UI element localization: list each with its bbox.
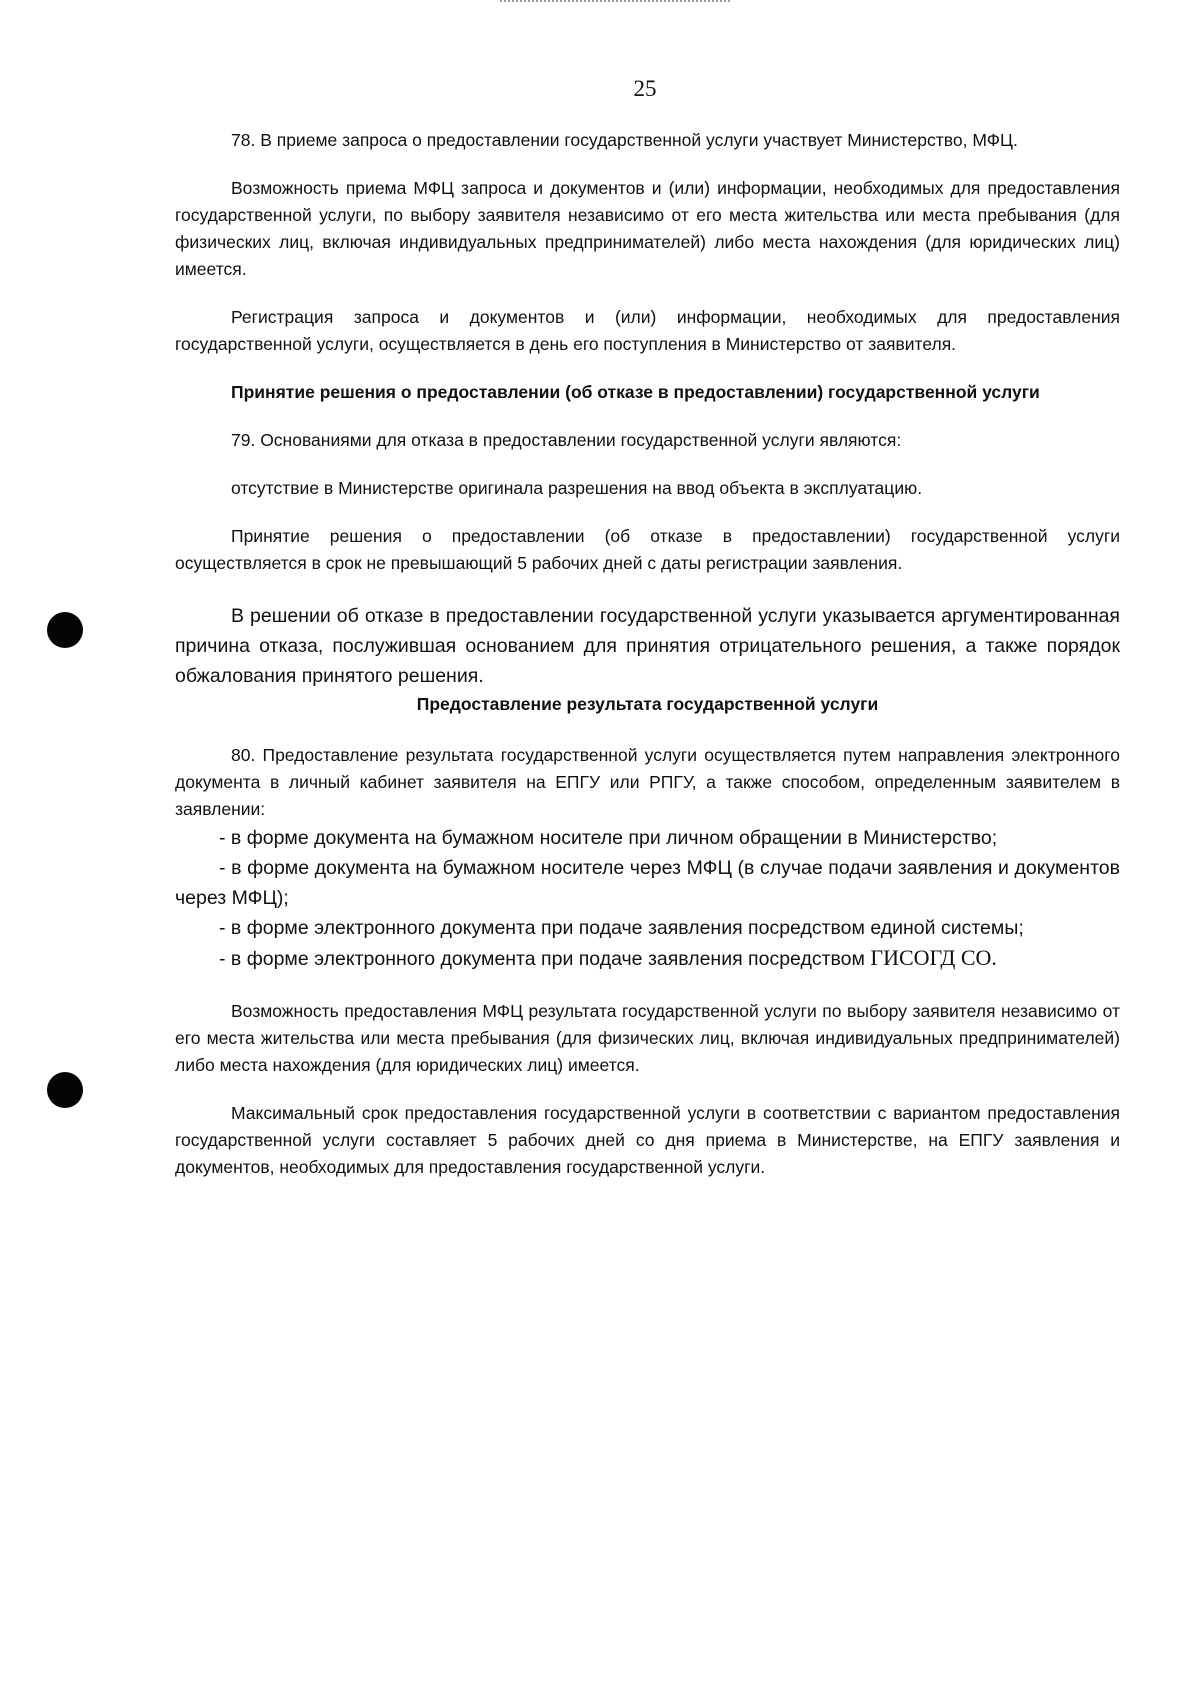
gisogd-text: ГИСОГД СО. (870, 945, 997, 970)
paragraph-decision-term: Принятие решения о предоставлении (об отказе в предоставлении) государственной услуги осуществляется в срок не превышающий 5 рабочих дней с даты регистрации заявления. (175, 526, 1120, 573)
scan-artifact (500, 0, 730, 6)
list-item-gisogd (175, 943, 1120, 974)
paragraph-max-term: Максимальный срок предоставления государственной услуги в соответствии с вариантом предоставления государственной услуги составляет 5 рабочих дней со дня приема в Министерстве, на ЕПГУ заявления и документов, необходимых для предоставления государственной услуги. (175, 1103, 1120, 1177)
paragraph-79-item: отсутствие в Министерстве оригинала разрешения на ввод объекта в эксплуатацию. (231, 478, 923, 498)
list-item-text: - в форме электронного документа при подаче заявления посредством (219, 948, 871, 970)
list-item: - в форме документа на бумажном носителе при личном обращении в Министерство; (219, 827, 998, 849)
paragraph-mfc-possibility: Возможность приема МФЦ запроса и документов и (или) информации, необходимых для предоставления государственной услуги, по выбору заявителя независимо от его места жительства или места пребывания (для физических лиц, включая индивидуальных предпринимателей) либо места нахождения (для юридических лиц) имеется. (175, 178, 1120, 279)
paragraph-79: 79. Основаниями для отказа в предоставлении государственной услуги являются: (231, 430, 902, 450)
paragraph-refusal: В решении об отказе в предоставлении государственной услуги указывается аргументированная причина отказа, послужившая основанием для принятия отрицательного решения, а также порядок обжалования принятого решения. (175, 605, 1120, 687)
punch-hole-top (47, 612, 83, 648)
section-heading-result: Предоставление результата государственной услуги (416, 694, 879, 714)
page-number: 25 (633, 76, 657, 101)
section-heading-decision: Принятие решения о предоставлении (об отказе в предоставлении) государственной услуги (231, 382, 1040, 402)
paragraph-78: 78. В приеме запроса о предоставлении государственной услуги участвует Министерство, МФЦ. (231, 130, 1018, 150)
list-item: - в форме документа на бумажном носителе через МФЦ (в случае подачи заявления и документов через МФЦ); (175, 857, 1120, 909)
punch-hole-bottom (47, 1072, 83, 1108)
list-item: - в форме электронного документа при подаче заявления посредством единой системы; (219, 917, 1024, 939)
result-methods-list (175, 823, 1120, 974)
document-body (175, 127, 1120, 1181)
paragraph-80: 80. Предоставление результата государственной услуги осуществляется путем направления электронного документа в личный кабинет заявителя на ЕПГУ или РПГУ, а также способом, определенным заявителем в заявлении: (175, 745, 1120, 819)
paragraph-registration: Регистрация запроса и документов и (или) информации, необходимых для предоставления государственной услуги, осуществляется в день его поступления в Министерство от заявителя. (175, 307, 1120, 354)
paragraph-mfc-result-possibility: Возможность предоставления МФЦ результата государственной услуги по выбору заявителя независимо от его места жительства или места пребывания (для физических лиц, включая индивидуальных предпринимателей) либо места нахождения (для юридических лиц) имеется. (175, 1001, 1120, 1075)
